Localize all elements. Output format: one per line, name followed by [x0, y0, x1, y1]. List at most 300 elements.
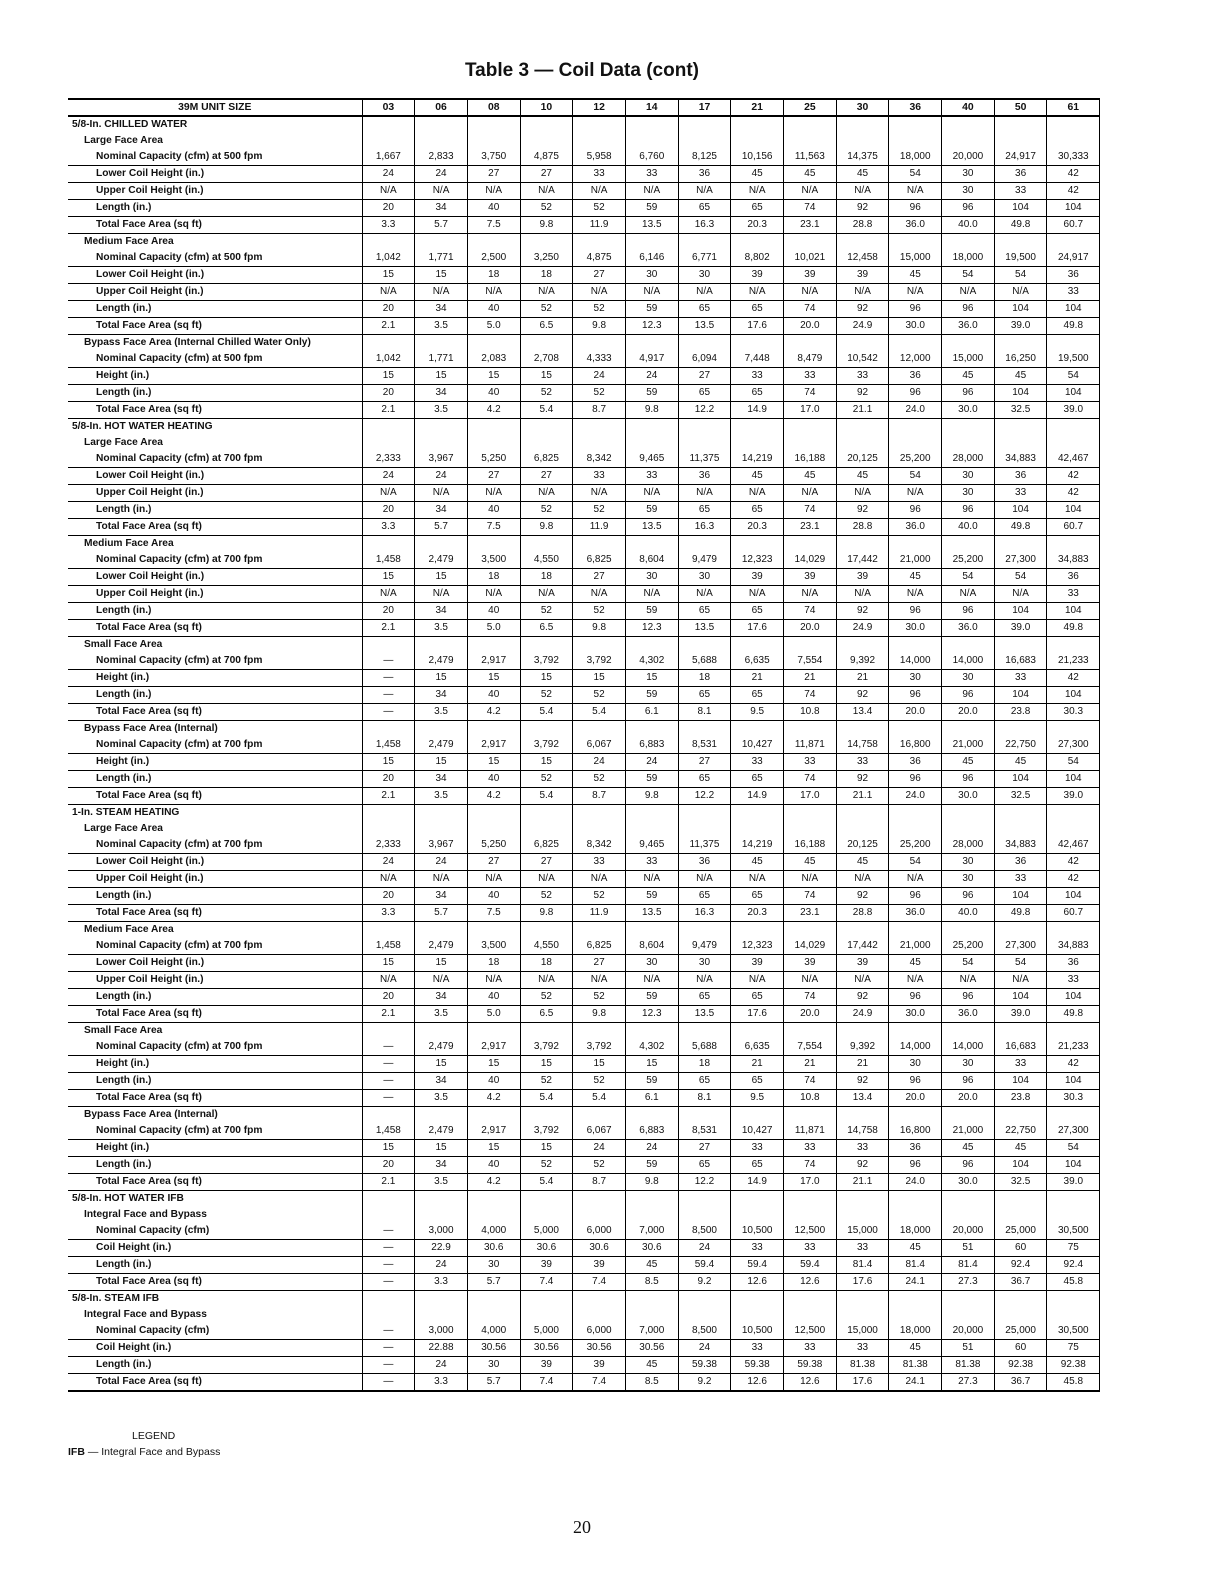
cell-value: 39 — [573, 1357, 626, 1374]
cell-value: 30 — [942, 485, 995, 502]
cell-value: 96 — [889, 603, 942, 620]
cell-value: 92 — [836, 1157, 889, 1174]
cell-value: 2,479 — [415, 653, 468, 670]
cell-value — [573, 133, 626, 149]
cell-value: N/A — [520, 183, 573, 200]
cell-value: 15 — [467, 1140, 520, 1157]
cell-value: 2,479 — [415, 938, 468, 955]
cell-value: 45 — [836, 854, 889, 871]
cell-value — [415, 1207, 468, 1223]
cell-value — [467, 116, 520, 133]
cell-value: 24.9 — [836, 1006, 889, 1023]
cell-value — [625, 821, 678, 837]
cell-value — [836, 637, 889, 654]
cell-value: 3,500 — [467, 938, 520, 955]
cell-value: 81.38 — [836, 1357, 889, 1374]
cell-value — [836, 1023, 889, 1040]
cell-value: 24 — [678, 1240, 731, 1257]
cell-value: 104 — [994, 888, 1047, 905]
cell-value: 8,479 — [784, 351, 837, 368]
cell-value — [625, 1107, 678, 1124]
cell-value: 40.0 — [942, 905, 995, 922]
cell-value: 4,333 — [573, 351, 626, 368]
cell-value: 7.5 — [467, 519, 520, 536]
cell-value — [836, 721, 889, 738]
cell-value: 5.4 — [520, 788, 573, 805]
cell-value: 3.5 — [415, 620, 468, 637]
cell-value: N/A — [784, 284, 837, 301]
cell-value: 9.8 — [625, 402, 678, 419]
cell-value: 18 — [520, 955, 573, 972]
cell-value: 18 — [467, 569, 520, 586]
cell-value: 13.5 — [625, 905, 678, 922]
cell-value — [836, 435, 889, 451]
cell-value: 23.8 — [994, 704, 1047, 721]
row-label: Coil Height (in.) — [68, 1340, 362, 1357]
cell-value: N/A — [836, 485, 889, 502]
cell-value: 4.2 — [467, 1174, 520, 1191]
cell-value: 65 — [731, 603, 784, 620]
cell-value: 42 — [1047, 871, 1100, 888]
cell-value: 20,000 — [942, 1223, 995, 1240]
cell-value — [1047, 116, 1100, 133]
cell-value: N/A — [362, 183, 415, 200]
cell-value: 6,825 — [573, 552, 626, 569]
cell-value — [942, 1291, 995, 1308]
cell-value: 27 — [520, 854, 573, 871]
cell-value: 42 — [1047, 183, 1100, 200]
table-row — [68, 149, 1100, 166]
cell-value: 15,000 — [889, 250, 942, 267]
cell-value: 30.0 — [889, 318, 942, 335]
cell-value: 30 — [467, 1257, 520, 1274]
cell-value — [625, 1307, 678, 1323]
cell-value: 30.6 — [467, 1240, 520, 1257]
cell-value: 14,029 — [784, 552, 837, 569]
cell-value — [520, 1191, 573, 1208]
cell-value: 30 — [625, 569, 678, 586]
cell-value: 74 — [784, 502, 837, 519]
cell-value — [625, 536, 678, 553]
cell-value — [467, 1023, 520, 1040]
row-label: Total Face Area (sq ft) — [68, 788, 362, 805]
subsection-label: Integral Face and Bypass — [84, 1209, 207, 1221]
table-row — [68, 183, 1100, 200]
cell-value: 30.3 — [1047, 704, 1100, 721]
row-label: Length (in.) — [68, 200, 362, 217]
cell-value — [784, 1191, 837, 1208]
cell-value: 104 — [994, 385, 1047, 402]
cell-value: 34 — [415, 989, 468, 1006]
cell-value: 5.4 — [520, 402, 573, 419]
table-row — [68, 788, 1100, 805]
cell-value: 20,125 — [836, 837, 889, 854]
cell-value: N/A — [784, 586, 837, 603]
cell-value: 12.6 — [784, 1374, 837, 1392]
cell-value: 36 — [889, 368, 942, 385]
cell-value: 9.2 — [678, 1274, 731, 1291]
cell-value — [1047, 805, 1100, 822]
cell-value: 16,683 — [994, 1039, 1047, 1056]
cell-value: 65 — [678, 989, 731, 1006]
cell-value — [467, 821, 520, 837]
unit-size-col-10: 10 — [520, 99, 573, 116]
cell-value: 8,500 — [678, 1323, 731, 1340]
table-row — [68, 1006, 1100, 1023]
cell-value: 5.4 — [520, 704, 573, 721]
cell-value: 17.6 — [731, 620, 784, 637]
cell-value: 4,302 — [625, 653, 678, 670]
subsection-label: Small Face Area — [84, 639, 163, 651]
cell-value — [942, 335, 995, 352]
cell-value: 30.56 — [625, 1340, 678, 1357]
cell-value: 24,917 — [994, 149, 1047, 166]
cell-value: 74 — [784, 771, 837, 788]
cell-value: N/A — [573, 871, 626, 888]
cell-value: 74 — [784, 301, 837, 318]
cell-value: 9,392 — [836, 653, 889, 670]
cell-value: 13.5 — [625, 519, 678, 536]
cell-value: 21,000 — [942, 1123, 995, 1140]
cell-value — [942, 234, 995, 251]
cell-value: 3.3 — [415, 1274, 468, 1291]
table-row — [68, 1174, 1100, 1191]
cell-value — [573, 1291, 626, 1308]
cell-value: 19,500 — [994, 250, 1047, 267]
unit-size-col-36: 36 — [889, 99, 942, 116]
cell-value — [678, 922, 731, 939]
cell-value: 104 — [994, 989, 1047, 1006]
cell-value: N/A — [415, 485, 468, 502]
cell-value: N/A — [889, 485, 942, 502]
cell-value: 3.3 — [362, 905, 415, 922]
cell-value: N/A — [731, 972, 784, 989]
cell-value — [520, 536, 573, 553]
cell-value: 36.7 — [994, 1374, 1047, 1392]
cell-value: 6.5 — [520, 620, 573, 637]
cell-value: 54 — [1047, 1140, 1100, 1157]
cell-value: 5,688 — [678, 653, 731, 670]
cell-value: 33 — [994, 871, 1047, 888]
cell-value: 20.0 — [942, 704, 995, 721]
cell-value: N/A — [731, 183, 784, 200]
cell-value — [467, 335, 520, 352]
cell-value: 60.7 — [1047, 519, 1100, 536]
cell-value — [994, 419, 1047, 436]
cell-value: 36 — [1047, 569, 1100, 586]
cell-value — [573, 116, 626, 133]
table-row — [68, 854, 1100, 871]
cell-value: 96 — [942, 989, 995, 1006]
cell-value: 14,758 — [836, 737, 889, 754]
cell-value — [467, 435, 520, 451]
cell-value: 15,000 — [836, 1323, 889, 1340]
cell-value: 65 — [731, 385, 784, 402]
cell-value: 30.56 — [467, 1340, 520, 1357]
cell-value: 104 — [1047, 687, 1100, 704]
cell-value: N/A — [784, 183, 837, 200]
cell-value: N/A — [520, 485, 573, 502]
cell-value: 104 — [994, 687, 1047, 704]
row-label: Length (in.) — [68, 1257, 362, 1274]
cell-value: 21 — [731, 670, 784, 687]
cell-value: 27,300 — [994, 938, 1047, 955]
cell-value: 42 — [1047, 670, 1100, 687]
cell-value: 52 — [520, 603, 573, 620]
cell-value: 65 — [731, 687, 784, 704]
cell-value: 42 — [1047, 166, 1100, 183]
table-row — [68, 1039, 1100, 1056]
cell-value: 6,771 — [678, 250, 731, 267]
table-row — [68, 938, 1100, 955]
cell-value: N/A — [836, 183, 889, 200]
cell-value: N/A — [362, 485, 415, 502]
cell-value — [889, 116, 942, 133]
cell-value: 6,825 — [520, 451, 573, 468]
cell-value: 15 — [415, 670, 468, 687]
cell-value: 96 — [889, 301, 942, 318]
table-row — [68, 1073, 1100, 1090]
cell-value: 33 — [994, 670, 1047, 687]
cell-value: 6,000 — [573, 1323, 626, 1340]
cell-value: N/A — [415, 183, 468, 200]
cell-value: 33 — [625, 854, 678, 871]
cell-value: 33 — [836, 368, 889, 385]
cell-value: 21 — [784, 670, 837, 687]
cell-value: 8.7 — [573, 788, 626, 805]
cell-value: 34,883 — [994, 451, 1047, 468]
cell-value: — — [362, 1223, 415, 1240]
cell-value: 20.0 — [889, 1090, 942, 1107]
cell-value: 30,500 — [1047, 1323, 1100, 1340]
cell-value: 8,125 — [678, 149, 731, 166]
cell-value: 52 — [520, 502, 573, 519]
cell-value — [784, 821, 837, 837]
cell-value: N/A — [784, 485, 837, 502]
unit-size-col-03: 03 — [362, 99, 415, 116]
cell-value — [731, 922, 784, 939]
cell-value — [889, 1291, 942, 1308]
cell-value: 2.1 — [362, 788, 415, 805]
cell-value: N/A — [994, 972, 1047, 989]
cell-value: 3,967 — [415, 837, 468, 854]
cell-value: 33 — [784, 1340, 837, 1357]
cell-value: 6,883 — [625, 1123, 678, 1140]
cell-value: — — [362, 1323, 415, 1340]
cell-value: 1,458 — [362, 737, 415, 754]
cell-value — [467, 234, 520, 251]
table-row — [68, 1157, 1100, 1174]
cell-value: 74 — [784, 1157, 837, 1174]
cell-value: 6,635 — [731, 653, 784, 670]
cell-value: 6.5 — [520, 318, 573, 335]
cell-value: 14,219 — [731, 837, 784, 854]
cell-value: 3.5 — [415, 1174, 468, 1191]
subsection-row — [68, 133, 1100, 149]
cell-value: 3,792 — [520, 737, 573, 754]
cell-value: 16.3 — [678, 905, 731, 922]
cell-value: 42,467 — [1047, 451, 1100, 468]
table-row — [68, 1240, 1100, 1257]
cell-value: 4.2 — [467, 1090, 520, 1107]
cell-value: 92 — [836, 771, 889, 788]
subsection-row — [68, 721, 1100, 738]
cell-value: 40 — [467, 385, 520, 402]
cell-value: 24 — [625, 368, 678, 385]
table-row — [68, 284, 1100, 301]
subsection-label: Large Face Area — [84, 437, 163, 449]
cell-value: 20.0 — [784, 318, 837, 335]
cell-value: 54 — [1047, 754, 1100, 771]
cell-value — [467, 536, 520, 553]
cell-value: 21,233 — [1047, 653, 1100, 670]
cell-value: — — [362, 1340, 415, 1357]
cell-value: N/A — [731, 284, 784, 301]
subsection-label: Integral Face and Bypass — [84, 1309, 207, 1321]
cell-value: 34 — [415, 603, 468, 620]
table-row — [68, 1056, 1100, 1073]
cell-value: 5.7 — [415, 217, 468, 234]
cell-value — [942, 1107, 995, 1124]
row-label: Upper Coil Height (in.) — [68, 485, 362, 502]
cell-value: 4,917 — [625, 351, 678, 368]
cell-value: 36 — [889, 754, 942, 771]
cell-value: 6,635 — [731, 1039, 784, 1056]
cell-value — [731, 335, 784, 352]
cell-value: 3,792 — [520, 653, 573, 670]
cell-value — [889, 805, 942, 822]
cell-value: 3,792 — [573, 1039, 626, 1056]
cell-value: 30.0 — [889, 1006, 942, 1023]
cell-value — [573, 1207, 626, 1223]
cell-value: N/A — [362, 871, 415, 888]
cell-value — [625, 922, 678, 939]
cell-value: 8,604 — [625, 938, 678, 955]
cell-value: 104 — [994, 603, 1047, 620]
cell-value: 96 — [889, 888, 942, 905]
cell-value: 33 — [731, 1340, 784, 1357]
cell-value: N/A — [625, 284, 678, 301]
cell-value: 20.0 — [784, 1006, 837, 1023]
page-number: 20 — [573, 1517, 591, 1537]
cell-value — [467, 1107, 520, 1124]
row-label: Lower Coil Height (in.) — [68, 468, 362, 485]
cell-value: 15 — [362, 569, 415, 586]
cell-value — [520, 637, 573, 654]
cell-value: 2.1 — [362, 620, 415, 637]
cell-value — [625, 1207, 678, 1223]
cell-value: 40 — [467, 687, 520, 704]
cell-value: 10,427 — [731, 1123, 784, 1140]
cell-value: 13.4 — [836, 704, 889, 721]
table-row — [68, 620, 1100, 637]
cell-value: 52 — [520, 301, 573, 318]
cell-value: 30 — [678, 955, 731, 972]
cell-value: 27 — [573, 955, 626, 972]
cell-value — [678, 1207, 731, 1223]
cell-value: 49.8 — [994, 217, 1047, 234]
cell-value: 9,479 — [678, 938, 731, 955]
cell-value: 15 — [415, 368, 468, 385]
cell-value: 20 — [362, 603, 415, 620]
cell-value — [467, 1191, 520, 1208]
cell-value: 25,200 — [889, 837, 942, 854]
table-row — [68, 1257, 1100, 1274]
cell-value: 18,000 — [942, 250, 995, 267]
row-label: Upper Coil Height (in.) — [68, 871, 362, 888]
cell-value: 52 — [573, 1157, 626, 1174]
cell-value: 92 — [836, 301, 889, 318]
table-row — [68, 888, 1100, 905]
cell-value: 39.0 — [1047, 1174, 1100, 1191]
cell-value — [942, 821, 995, 837]
cell-value — [731, 1023, 784, 1040]
cell-value — [678, 637, 731, 654]
cell-value: 25,000 — [994, 1323, 1047, 1340]
cell-value — [942, 116, 995, 133]
cell-value: N/A — [573, 485, 626, 502]
cell-value: 2.1 — [362, 318, 415, 335]
cell-value: 39.0 — [994, 318, 1047, 335]
table-row — [68, 1090, 1100, 1107]
cell-value: 39 — [784, 955, 837, 972]
cell-value: 40.0 — [942, 217, 995, 234]
cell-value: 8.5 — [625, 1274, 678, 1291]
subsection-label: Medium Face Area — [84, 538, 174, 550]
cell-value: 96 — [942, 1073, 995, 1090]
cell-value — [678, 1191, 731, 1208]
cell-value: 22,750 — [994, 737, 1047, 754]
cell-value — [1047, 1107, 1100, 1124]
cell-value — [520, 234, 573, 251]
cell-value: 96 — [889, 1073, 942, 1090]
cell-value: 52 — [573, 603, 626, 620]
cell-value: 104 — [994, 301, 1047, 318]
cell-value: 15 — [520, 1140, 573, 1157]
cell-value: 96 — [889, 989, 942, 1006]
cell-value — [625, 116, 678, 133]
cell-value: 5.0 — [467, 318, 520, 335]
cell-value — [467, 805, 520, 822]
cell-value: 1,042 — [362, 351, 415, 368]
cell-value: 14.9 — [731, 1174, 784, 1191]
cell-value: 54 — [994, 569, 1047, 586]
cell-value — [784, 1307, 837, 1323]
table-row — [68, 1357, 1100, 1374]
cell-value — [731, 721, 784, 738]
cell-value: N/A — [625, 183, 678, 200]
cell-value: 45 — [889, 1240, 942, 1257]
cell-value: 5.7 — [467, 1274, 520, 1291]
cell-value: 24.9 — [836, 620, 889, 637]
cell-value: 3,967 — [415, 451, 468, 468]
cell-value: 52 — [573, 385, 626, 402]
cell-value: 20.0 — [784, 620, 837, 637]
cell-value — [994, 1207, 1047, 1223]
cell-value: 12,000 — [889, 351, 942, 368]
cell-value: 59 — [625, 385, 678, 402]
cell-value: 3,792 — [573, 653, 626, 670]
cell-value: N/A — [520, 284, 573, 301]
cell-value: 18,000 — [889, 1223, 942, 1240]
cell-value: 39.0 — [994, 620, 1047, 637]
cell-value: 7.4 — [520, 1374, 573, 1392]
cell-value: N/A — [942, 586, 995, 603]
cell-value: 33 — [625, 468, 678, 485]
cell-value: 104 — [1047, 385, 1100, 402]
cell-value — [573, 821, 626, 837]
cell-value — [573, 805, 626, 822]
